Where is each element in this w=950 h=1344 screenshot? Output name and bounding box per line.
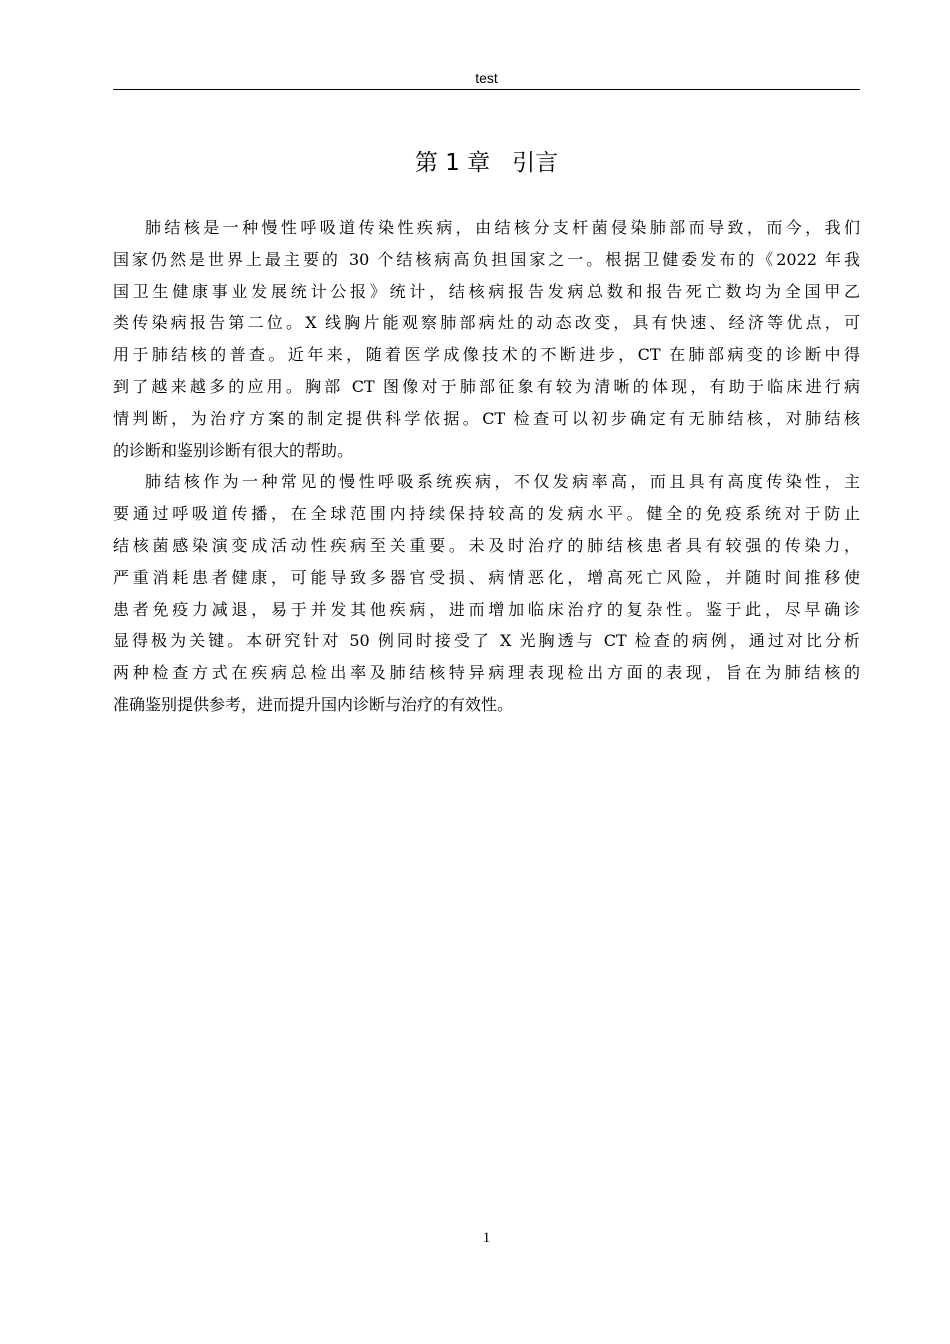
text-line: 显得极为关键。本研究针对 50 例同时接受了 X 光胸透与 CT 检查的病例，通过对比分析 [113, 631, 860, 651]
text-line: 严重消耗患者健康，可能导致多器官受损、病情恶化，增高死亡风险，并随时间推移使 [113, 567, 860, 587]
chapter-body [113, 212, 860, 721]
text-line: 国卫生健康事业发展统计公报》统计，结核病报告发病总数和报告死亡数均为全国甲乙 [113, 281, 860, 301]
text-line: 两种检查方式在疾病总检出率及肺结核特异病理表现检出方面的表现，旨在为肺结核的 [113, 663, 860, 683]
text-line: 肺结核作为一种常见的慢性呼吸系统疾病，不仅发病率高，而且具有高度传染性，主 [145, 472, 860, 492]
text-line: 情判断，为治疗方案的制定提供科学依据。CT 检查可以初步确定有无肺结核，对肺结核 [113, 408, 860, 428]
paragraph-2 [113, 466, 860, 720]
text-line: 要通过呼吸道传播，在全球范围内持续保持较高的发病水平。健全的免疫系统对于防止 [113, 504, 860, 524]
text-line: 的诊断和鉴别诊断有很大的帮助。 [113, 440, 354, 460]
text-line: 用于肺结核的普查。近年来，随着医学成像技术的不断进步，CT 在肺部病变的诊断中得 [113, 345, 860, 365]
header-rule [113, 89, 860, 90]
text-line: 肺结核是一种慢性呼吸道传染性疾病，由结核分支杆菌侵染肺部而导致，而今，我们 [145, 218, 860, 237]
text-line: 准确鉴别提供参考，进而提升国内诊断与治疗的有效性。 [113, 694, 514, 714]
page-number: 1 [482, 1230, 491, 1246]
paragraph-1 [113, 212, 860, 466]
text-line: 结核菌感染演变成活动性疾病至关重要。未及时治疗的肺结核患者具有较强的传染力， [113, 535, 860, 555]
text-line: 到了越来越多的应用。胸部 CT 图像对于肺部征象有较为清晰的体现，有助于临床进行病 [113, 376, 860, 396]
text-line: 国家仍然是世界上最主要的 30 个结核病高负担国家之一。根据卫健委发布的《2022 年我 [113, 249, 860, 269]
running-header: test [475, 70, 498, 86]
chapter-title: 第 1 章 引言 [414, 150, 559, 176]
text-line: 类传染病报告第二位。X 线胸片能观察肺部病灶的动态改变，具有快速、经济等优点，可 [113, 313, 860, 333]
text-line: 患者免疫力减退，易于并发其他疾病，进而增加临床治疗的复杂性。鉴于此，尽早确诊 [113, 599, 860, 619]
